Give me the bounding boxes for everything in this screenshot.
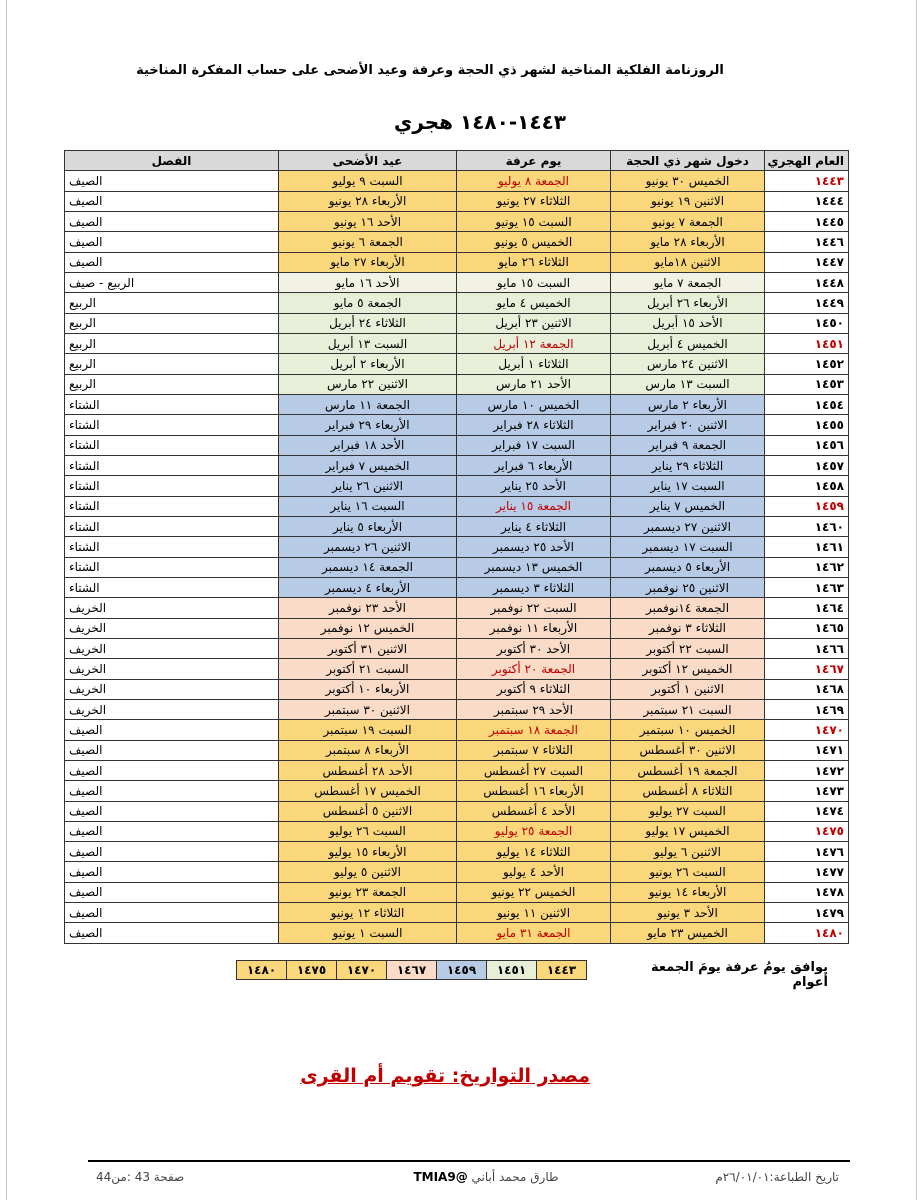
year-cell: ١٤٥٦ bbox=[765, 435, 849, 455]
arafa-date-cell: الجمعة ١٥ يناير bbox=[457, 496, 611, 516]
legend-year-cell: ١٤٦٧ bbox=[387, 961, 437, 980]
entry-date-cell: الاثنين ١ أكتوبر bbox=[611, 679, 765, 699]
entry-date-cell: الخميس ١٢ أكتوبر bbox=[611, 659, 765, 679]
arafa-date-cell: الثلاثاء ٢٨ فبراير bbox=[457, 415, 611, 435]
adha-date-cell: الأحد ٢٣ نوفمبر bbox=[279, 598, 457, 618]
year-cell: ١٤٧٤ bbox=[765, 801, 849, 821]
entry-date-cell: الأربعاء ٥ ديسمبر bbox=[611, 557, 765, 577]
year-cell: ١٤٤٦ bbox=[765, 232, 849, 252]
entry-date-cell: الاثنين ٢٧ ديسمبر bbox=[611, 516, 765, 536]
entry-date-cell: الاثنين ٦ يوليو bbox=[611, 842, 765, 862]
season-cell: الخريف bbox=[65, 659, 279, 679]
year-cell: ١٤٥٠ bbox=[765, 313, 849, 333]
season-cell: الربيع bbox=[65, 333, 279, 353]
table-row bbox=[65, 659, 849, 679]
year-cell: ١٤٧٥ bbox=[765, 821, 849, 841]
arafa-date-cell: الثلاثاء ٣ ديسمبر bbox=[457, 577, 611, 597]
season-cell: الصيف bbox=[65, 882, 279, 902]
table-row bbox=[65, 842, 849, 862]
adha-date-cell: الاثنين ٣٠ سبتمبر bbox=[279, 699, 457, 719]
year-cell: ١٤٦٩ bbox=[765, 699, 849, 719]
table-row bbox=[65, 516, 849, 536]
print-date: تاريخ الطباعة:٢٦/٠١/٠١م bbox=[715, 1170, 839, 1184]
entry-date-cell: الخميس ٧ يناير bbox=[611, 496, 765, 516]
legend-year-cell: ١٤٧٥ bbox=[287, 961, 337, 980]
legend-year-cell: ١٤٨٠ bbox=[237, 961, 287, 980]
table-row bbox=[65, 374, 849, 394]
adha-date-cell: الجمعة ١٤ ديسمبر bbox=[279, 557, 457, 577]
season-cell: الربيع bbox=[65, 313, 279, 333]
season-cell: الصيف bbox=[65, 923, 279, 943]
season-cell: الخريف bbox=[65, 679, 279, 699]
header-season: الفصل bbox=[65, 151, 279, 171]
legend-year-cell: ١٤٥١ bbox=[487, 961, 537, 980]
season-cell: الشتاء bbox=[65, 476, 279, 496]
adha-date-cell: الأربعاء ٢ أبريل bbox=[279, 354, 457, 374]
entry-date-cell: السبت ٢٢ أكتوبر bbox=[611, 638, 765, 658]
page-subtitle: ١٤٤٣-١٤٨٠ هجري bbox=[394, 110, 566, 134]
arafa-date-cell: الثلاثاء ١ أبريل bbox=[457, 354, 611, 374]
table-row bbox=[65, 638, 849, 658]
friday-legend-label: يوافق يومُ عرفة يومَ الجمعة أعوام bbox=[651, 960, 828, 990]
year-cell: ١٤٦٨ bbox=[765, 679, 849, 699]
table-row bbox=[65, 171, 849, 191]
author-credit bbox=[356, 1170, 616, 1184]
season-cell: الشتاء bbox=[65, 455, 279, 475]
season-cell: الصيف bbox=[65, 720, 279, 740]
adha-date-cell: السبت ٩ يوليو bbox=[279, 171, 457, 191]
entry-date-cell: الأحد ٣ يونيو bbox=[611, 903, 765, 923]
table-header-row bbox=[65, 151, 849, 171]
season-cell: الشتاء bbox=[65, 516, 279, 536]
arafa-date-cell: الجمعة ٨ يوليو bbox=[457, 171, 611, 191]
table-row bbox=[65, 557, 849, 577]
arafa-date-cell: الأحد ٤ أغسطس bbox=[457, 801, 611, 821]
header-arafa: يوم عرفة bbox=[457, 151, 611, 171]
arafa-date-cell: الثلاثاء ١٤ يوليو bbox=[457, 842, 611, 862]
season-cell: الخريف bbox=[65, 699, 279, 719]
arafa-date-cell: الثلاثاء ٤ يناير bbox=[457, 516, 611, 536]
source-note: مصدر التواريخ: تقويم أم القرى bbox=[300, 1065, 590, 1087]
entry-date-cell: الاثنين ٢٥ نوفمبر bbox=[611, 577, 765, 597]
table-row bbox=[65, 313, 849, 333]
entry-date-cell: الخميس ٣٠ يونيو bbox=[611, 171, 765, 191]
arafa-date-cell: الجمعة ٢٠ أكتوبر bbox=[457, 659, 611, 679]
year-cell: ١٤٤٤ bbox=[765, 191, 849, 211]
year-cell: ١٤٥٥ bbox=[765, 415, 849, 435]
season-cell: الصيف bbox=[65, 903, 279, 923]
adha-date-cell: الخميس ١٧ أغسطس bbox=[279, 781, 457, 801]
entry-date-cell: الخميس ٢٣ مايو bbox=[611, 923, 765, 943]
adha-date-cell: الأحد ٢٨ أغسطس bbox=[279, 760, 457, 780]
adha-date-cell: الاثنين ٣١ أكتوبر bbox=[279, 638, 457, 658]
adha-date-cell: الأربعاء ٨ سبتمبر bbox=[279, 740, 457, 760]
adha-date-cell: الأحد ١٦ يونيو bbox=[279, 211, 457, 231]
entry-date-cell: السبت ٢١ سبتمبر bbox=[611, 699, 765, 719]
year-cell: ١٤٥٨ bbox=[765, 476, 849, 496]
adha-date-cell: الأربعاء ٥ يناير bbox=[279, 516, 457, 536]
entry-date-cell: السبت ١٧ ديسمبر bbox=[611, 537, 765, 557]
table-row bbox=[65, 821, 849, 841]
table-row bbox=[65, 435, 849, 455]
table-row bbox=[65, 191, 849, 211]
arafa-date-cell: الأربعاء ٦ فبراير bbox=[457, 455, 611, 475]
adha-date-cell: السبت ١٣ أبريل bbox=[279, 333, 457, 353]
entry-date-cell: الأربعاء ٢ مارس bbox=[611, 394, 765, 414]
year-cell: ١٤٦٤ bbox=[765, 598, 849, 618]
season-cell: الصيف bbox=[65, 842, 279, 862]
arafa-date-cell: الجمعة ١٨ سبتمبر bbox=[457, 720, 611, 740]
adha-date-cell: الأربعاء ٤ ديسمبر bbox=[279, 577, 457, 597]
entry-date-cell: الاثنين ١٨مايو bbox=[611, 252, 765, 272]
year-cell: ١٤٤٣ bbox=[765, 171, 849, 191]
header-entry: دخول شهر ذي الحجة bbox=[611, 151, 765, 171]
arafa-date-cell: الثلاثاء ٢٦ مايو bbox=[457, 252, 611, 272]
season-cell: الربيع bbox=[65, 354, 279, 374]
year-cell: ١٤٦١ bbox=[765, 537, 849, 557]
entry-date-cell: السبت ١٧ يناير bbox=[611, 476, 765, 496]
year-cell: ١٤٦٠ bbox=[765, 516, 849, 536]
year-cell: ١٤٧١ bbox=[765, 740, 849, 760]
arafa-date-cell: الخميس ٥ يونيو bbox=[457, 232, 611, 252]
arafa-date-cell: الأحد ٢٥ ديسمبر bbox=[457, 537, 611, 557]
adha-date-cell: الاثنين ٢٦ يناير bbox=[279, 476, 457, 496]
year-cell: ١٤٤٩ bbox=[765, 293, 849, 313]
season-cell: الشتاء bbox=[65, 415, 279, 435]
year-cell: ١٤٦٧ bbox=[765, 659, 849, 679]
header-adha: عيد الأضحى bbox=[279, 151, 457, 171]
table-row bbox=[65, 720, 849, 740]
legend-year-cell: ١٤٤٣ bbox=[537, 961, 587, 980]
arafa-date-cell: الثلاثاء ٧ سبتمبر bbox=[457, 740, 611, 760]
arafa-date-cell: الخميس ١٠ مارس bbox=[457, 394, 611, 414]
adha-date-cell: الاثنين ٥ يوليو bbox=[279, 862, 457, 882]
table-row bbox=[65, 415, 849, 435]
year-cell: ١٤٦٦ bbox=[765, 638, 849, 658]
entry-date-cell: الثلاثاء ٣ نوفمبر bbox=[611, 618, 765, 638]
year-cell: ١٤٧٢ bbox=[765, 760, 849, 780]
footer-divider bbox=[88, 1160, 850, 1162]
table-row bbox=[65, 293, 849, 313]
table-row bbox=[65, 232, 849, 252]
year-cell: ١٤٦٥ bbox=[765, 618, 849, 638]
year-cell: ١٤٧٠ bbox=[765, 720, 849, 740]
table-row bbox=[65, 679, 849, 699]
entry-date-cell: الأربعاء ٢٦ أبريل bbox=[611, 293, 765, 313]
table-row bbox=[65, 801, 849, 821]
table-row bbox=[65, 760, 849, 780]
author-name: طارق محمد أباني bbox=[471, 1170, 559, 1184]
year-cell: ١٤٧٨ bbox=[765, 882, 849, 902]
year-cell: ١٤٥٢ bbox=[765, 354, 849, 374]
season-cell: الصيف bbox=[65, 862, 279, 882]
arafa-date-cell: الجمعة ٢٥ يوليو bbox=[457, 821, 611, 841]
arafa-date-cell: الأحد ٢١ مارس bbox=[457, 374, 611, 394]
page-border-left bbox=[6, 0, 7, 1200]
table-row bbox=[65, 354, 849, 374]
season-cell: الصيف bbox=[65, 171, 279, 191]
adha-date-cell: الاثنين ٥ أغسطس bbox=[279, 801, 457, 821]
season-cell: الشتاء bbox=[65, 394, 279, 414]
legend-year-cell: ١٤٧٠ bbox=[337, 961, 387, 980]
season-cell: الصيف bbox=[65, 760, 279, 780]
year-cell: ١٤٦٣ bbox=[765, 577, 849, 597]
table-row bbox=[65, 862, 849, 882]
table-row bbox=[65, 903, 849, 923]
adha-date-cell: الأربعاء ١٥ يوليو bbox=[279, 842, 457, 862]
page-border-right bbox=[916, 0, 917, 1200]
entry-date-cell: السبت ٢٧ يوليو bbox=[611, 801, 765, 821]
season-cell: الصيف bbox=[65, 781, 279, 801]
table-row bbox=[65, 333, 849, 353]
table-row bbox=[65, 740, 849, 760]
entry-date-cell: الثلاثاء ٨ أغسطس bbox=[611, 781, 765, 801]
entry-date-cell: الأربعاء ١٤ يونيو bbox=[611, 882, 765, 902]
adha-date-cell: الاثنين ٢٢ مارس bbox=[279, 374, 457, 394]
year-cell: ١٤٥٩ bbox=[765, 496, 849, 516]
arafa-date-cell: السبت ٢٢ نوفمبر bbox=[457, 598, 611, 618]
hajj-calendar-table bbox=[64, 150, 849, 944]
table-row bbox=[65, 476, 849, 496]
adha-date-cell: الخميس ١٢ نوفمبر bbox=[279, 618, 457, 638]
season-cell: الربيع - صيف bbox=[65, 272, 279, 292]
entry-date-cell: الاثنين ٣٠ أغسطس bbox=[611, 740, 765, 760]
season-cell: الشتاء bbox=[65, 537, 279, 557]
season-cell: الخريف bbox=[65, 638, 279, 658]
arafa-date-cell: الجمعة ١٢ أبريل bbox=[457, 333, 611, 353]
adha-date-cell: الخميس ٧ فبراير bbox=[279, 455, 457, 475]
year-cell: ١٤٨٠ bbox=[765, 923, 849, 943]
entry-date-cell: الجمعة ١٩ أغسطس bbox=[611, 760, 765, 780]
table-row bbox=[65, 496, 849, 516]
entry-date-cell: الخميس ١٠ سبتمبر bbox=[611, 720, 765, 740]
arafa-date-cell: الجمعة ٣١ مايو bbox=[457, 923, 611, 943]
season-cell: الربيع bbox=[65, 293, 279, 313]
adha-date-cell: الجمعة ٥ مايو bbox=[279, 293, 457, 313]
table-row bbox=[65, 394, 849, 414]
season-cell: الصيف bbox=[65, 232, 279, 252]
adha-date-cell: السبت ١ يونيو bbox=[279, 923, 457, 943]
year-cell: ١٤٤٥ bbox=[765, 211, 849, 231]
table-row bbox=[65, 272, 849, 292]
table-row bbox=[65, 211, 849, 231]
arafa-date-cell: السبت ٢٧ أغسطس bbox=[457, 760, 611, 780]
table-row bbox=[65, 699, 849, 719]
year-cell: ١٤٥١ bbox=[765, 333, 849, 353]
season-cell: الخريف bbox=[65, 618, 279, 638]
arafa-date-cell: الخميس ٢٢ يونيو bbox=[457, 882, 611, 902]
arafa-date-cell: الأربعاء ١٦ أغسطس bbox=[457, 781, 611, 801]
arafa-date-cell: الأحد ٣٠ أكتوبر bbox=[457, 638, 611, 658]
entry-date-cell: الاثنين ٢٠ فبراير bbox=[611, 415, 765, 435]
season-cell: الصيف bbox=[65, 211, 279, 231]
entry-date-cell: الأحد ١٥ أبريل bbox=[611, 313, 765, 333]
arafa-date-cell: الأحد ٢٩ سبتمبر bbox=[457, 699, 611, 719]
arafa-date-cell: الخميس ٤ مايو bbox=[457, 293, 611, 313]
adha-date-cell: الأربعاء ٢٨ يونيو bbox=[279, 191, 457, 211]
adha-date-cell: السبت ٢١ أكتوبر bbox=[279, 659, 457, 679]
season-cell: الصيف bbox=[65, 821, 279, 841]
legend-year-cell: ١٤٥٩ bbox=[437, 961, 487, 980]
entry-date-cell: الاثنين ٢٤ مارس bbox=[611, 354, 765, 374]
table-row bbox=[65, 781, 849, 801]
header-year: العام الهجري bbox=[765, 151, 849, 171]
entry-date-cell: الثلاثاء ٢٩ يناير bbox=[611, 455, 765, 475]
season-cell: الربيع bbox=[65, 374, 279, 394]
year-cell: ١٤٧٦ bbox=[765, 842, 849, 862]
season-cell: الشتاء bbox=[65, 435, 279, 455]
year-cell: ١٤٥٣ bbox=[765, 374, 849, 394]
adha-date-cell: الأربعاء ١٠ أكتوبر bbox=[279, 679, 457, 699]
table-row bbox=[65, 577, 849, 597]
table-row bbox=[65, 455, 849, 475]
arafa-date-cell: السبت ١٥ يونيو bbox=[457, 211, 611, 231]
entry-date-cell: الجمعة ١٤نوفمبر bbox=[611, 598, 765, 618]
entry-date-cell: الأربعاء ٢٨ مايو bbox=[611, 232, 765, 252]
season-cell: الشتاء bbox=[65, 557, 279, 577]
adha-date-cell: الاثنين ٢٦ ديسمبر bbox=[279, 537, 457, 557]
arafa-date-cell: الأربعاء ١١ نوفمبر bbox=[457, 618, 611, 638]
adha-date-cell: الأحد ١٨ فبراير bbox=[279, 435, 457, 455]
season-cell: الصيف bbox=[65, 191, 279, 211]
page-title: الروزنامة الفلكية المناخية لشهر ذي الحجة وعرفة وعيد الأضحى على حساب المفكرة المناخية bbox=[136, 63, 724, 78]
entry-date-cell: الخميس ٤ أبريل bbox=[611, 333, 765, 353]
season-cell: الصيف bbox=[65, 801, 279, 821]
table-row bbox=[65, 618, 849, 638]
season-cell: الصيف bbox=[65, 740, 279, 760]
arafa-date-cell: الثلاثاء ٢٧ يونيو bbox=[457, 191, 611, 211]
adha-date-cell: الثلاثاء ٢٤ أبريل bbox=[279, 313, 457, 333]
year-cell: ١٤٧٩ bbox=[765, 903, 849, 923]
season-cell: الخريف bbox=[65, 598, 279, 618]
entry-date-cell: الخميس ١٧ يوليو bbox=[611, 821, 765, 841]
adha-date-cell: الأربعاء ٢٧ مايو bbox=[279, 252, 457, 272]
year-cell: ١٤٥٧ bbox=[765, 455, 849, 475]
year-cell: ١٤٧٣ bbox=[765, 781, 849, 801]
entry-date-cell: الجمعة ٧ يونيو bbox=[611, 211, 765, 231]
page-number: صفحة 43 :من44 bbox=[96, 1170, 185, 1184]
author-handle: @TMIA9 bbox=[413, 1170, 468, 1184]
arafa-date-cell: الاثنين ١١ يونيو bbox=[457, 903, 611, 923]
year-cell: ١٤٦٢ bbox=[765, 557, 849, 577]
adha-date-cell: الجمعة ٦ يونيو bbox=[279, 232, 457, 252]
arafa-date-cell: الاثنين ٢٣ أبريل bbox=[457, 313, 611, 333]
table-row bbox=[65, 598, 849, 618]
adha-date-cell: الأحد ١٦ مايو bbox=[279, 272, 457, 292]
arafa-date-cell: الخميس ١٣ ديسمبر bbox=[457, 557, 611, 577]
adha-date-cell: السبت ٢٦ يوليو bbox=[279, 821, 457, 841]
entry-date-cell: السبت ١٣ مارس bbox=[611, 374, 765, 394]
adha-date-cell: الجمعة ٢٣ يونيو bbox=[279, 882, 457, 902]
table-row bbox=[65, 252, 849, 272]
arafa-date-cell: السبت ١٧ فبراير bbox=[457, 435, 611, 455]
entry-date-cell: السبت ٢٦ يونيو bbox=[611, 862, 765, 882]
adha-date-cell: السبت ١٦ يناير bbox=[279, 496, 457, 516]
entry-date-cell: الجمعة ٧ مايو bbox=[611, 272, 765, 292]
table-row bbox=[65, 923, 849, 943]
adha-date-cell: الأربعاء ٢٩ فبراير bbox=[279, 415, 457, 435]
year-cell: ١٤٤٧ bbox=[765, 252, 849, 272]
entry-date-cell: الجمعة ٩ فبراير bbox=[611, 435, 765, 455]
arafa-date-cell: الأحد ٤ يوليو bbox=[457, 862, 611, 882]
entry-date-cell: الاثنين ١٩ يونيو bbox=[611, 191, 765, 211]
year-cell: ١٤٤٨ bbox=[765, 272, 849, 292]
season-cell: الشتاء bbox=[65, 577, 279, 597]
adha-date-cell: الجمعة ١١ مارس bbox=[279, 394, 457, 414]
season-cell: الشتاء bbox=[65, 496, 279, 516]
arafa-date-cell: الأحد ٢٥ يناير bbox=[457, 476, 611, 496]
season-cell: الصيف bbox=[65, 252, 279, 272]
table-row bbox=[65, 537, 849, 557]
arafa-date-cell: السبت ١٥ مايو bbox=[457, 272, 611, 292]
table-row bbox=[65, 882, 849, 902]
arafa-date-cell: الثلاثاء ٩ أكتوبر bbox=[457, 679, 611, 699]
friday-years-legend bbox=[236, 960, 587, 980]
year-cell: ١٤٧٧ bbox=[765, 862, 849, 882]
adha-date-cell: الثلاثاء ١٢ يونيو bbox=[279, 903, 457, 923]
year-cell: ١٤٥٤ bbox=[765, 394, 849, 414]
adha-date-cell: السبت ١٩ سبتمبر bbox=[279, 720, 457, 740]
